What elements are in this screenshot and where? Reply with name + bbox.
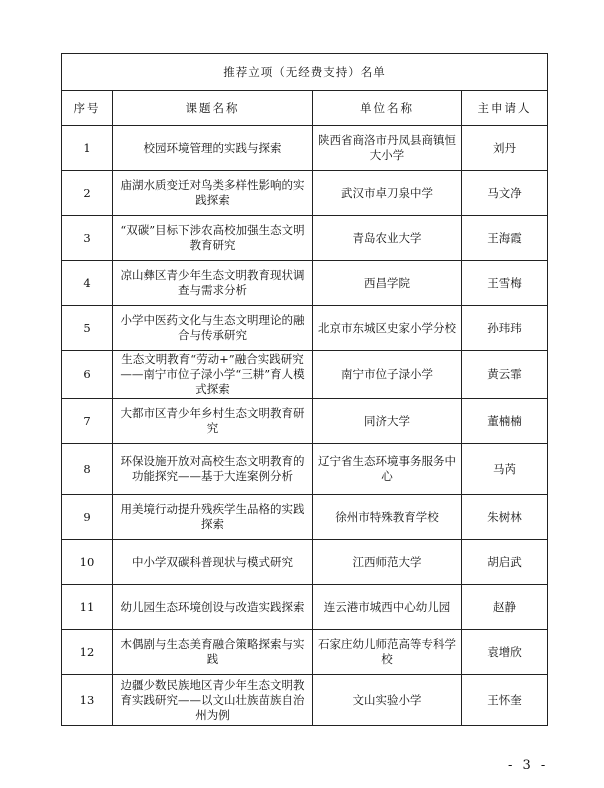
cell-topic-name: 生态文明教育“劳动+”融合实践研究——南宁市位子渌小学“三耕”育人模式探索	[113, 351, 313, 399]
header-unit-name: 单位名称	[313, 91, 462, 126]
cell-topic-name: “双碳”目标下涉农高校加强生态文明教育研究	[113, 216, 313, 261]
cell-unit-name: 连云港市城西中心幼儿园	[313, 585, 462, 630]
cell-main-applicant: 王海霞	[462, 216, 548, 261]
cell-serial-number: 12	[62, 630, 113, 675]
cell-unit-name: 同济大学	[313, 399, 462, 444]
cell-topic-name: 庙湖水质变迁对鸟类多样性影响的实践探索	[113, 171, 313, 216]
cell-serial-number: 8	[62, 444, 113, 495]
cell-main-applicant: 王雪梅	[462, 261, 548, 306]
table-row	[62, 306, 548, 351]
recommended-projects-table	[61, 53, 548, 726]
cell-topic-name: 边疆少数民族地区青少年生态文明教育实践研究——以文山壮族苗族自治州为例	[113, 675, 313, 726]
cell-serial-number: 1	[62, 126, 113, 171]
table-row	[62, 126, 548, 171]
table-row	[62, 540, 548, 585]
cell-unit-name: 北京市东城区史家小学分校	[313, 306, 462, 351]
cell-unit-name: 江西师范大学	[313, 540, 462, 585]
cell-unit-name: 陕西省商洛市丹凤县商镇恒大小学	[313, 126, 462, 171]
cell-serial-number: 2	[62, 171, 113, 216]
cell-main-applicant: 黄云霏	[462, 351, 548, 399]
cell-serial-number: 5	[62, 306, 113, 351]
cell-main-applicant: 马文净	[462, 171, 548, 216]
cell-serial-number: 6	[62, 351, 113, 399]
cell-main-applicant: 袁增欣	[462, 630, 548, 675]
table-row	[62, 171, 548, 216]
header-main-applicant: 主申请人	[462, 91, 548, 126]
table-title-row	[62, 54, 548, 91]
cell-serial-number: 3	[62, 216, 113, 261]
cell-unit-name: 文山实验小学	[313, 675, 462, 726]
cell-main-applicant: 刘丹	[462, 126, 548, 171]
table-row	[62, 399, 548, 444]
cell-serial-number: 11	[62, 585, 113, 630]
cell-serial-number: 4	[62, 261, 113, 306]
cell-main-applicant: 朱树林	[462, 495, 548, 540]
cell-unit-name: 辽宁省生态环境事务服务中心	[313, 444, 462, 495]
table-row	[62, 585, 548, 630]
table-row	[62, 630, 548, 675]
cell-topic-name: 中小学双碳科普现状与模式研究	[113, 540, 313, 585]
table-row	[62, 444, 548, 495]
cell-topic-name: 环保设施开放对高校生态文明教育的功能探究——基于大连案例分析	[113, 444, 313, 495]
cell-topic-name: 幼儿园生态环境创设与改造实践探索	[113, 585, 313, 630]
table-row	[62, 351, 548, 399]
cell-topic-name: 大都市区青少年乡村生态文明教育研究	[113, 399, 313, 444]
table-header-row	[62, 91, 548, 126]
cell-main-applicant: 马芮	[462, 444, 548, 495]
table-row	[62, 675, 548, 726]
table-row	[62, 495, 548, 540]
cell-unit-name: 徐州市特殊教育学校	[313, 495, 462, 540]
cell-main-applicant: 董楠楠	[462, 399, 548, 444]
table-title: 推荐立项（无经费支持）名单	[62, 54, 548, 91]
cell-main-applicant: 孙玮玮	[462, 306, 548, 351]
header-topic-name: 课题名称	[113, 91, 313, 126]
cell-main-applicant: 王怀奎	[462, 675, 548, 726]
header-serial-number: 序号	[62, 91, 113, 126]
cell-unit-name: 南宁市位子渌小学	[313, 351, 462, 399]
page-number: - 3 -	[508, 758, 549, 773]
cell-main-applicant: 胡启武	[462, 540, 548, 585]
cell-topic-name: 凉山彝区青少年生态文明教育现状调查与需求分析	[113, 261, 313, 306]
cell-serial-number: 9	[62, 495, 113, 540]
cell-serial-number: 13	[62, 675, 113, 726]
cell-topic-name: 校园环境管理的实践与探索	[113, 126, 313, 171]
cell-serial-number: 7	[62, 399, 113, 444]
cell-unit-name: 石家庄幼儿师范高等专科学校	[313, 630, 462, 675]
cell-main-applicant: 赵静	[462, 585, 548, 630]
cell-topic-name: 木偶剧与生态美育融合策略探索与实践	[113, 630, 313, 675]
table-body	[62, 126, 548, 726]
table-row	[62, 261, 548, 306]
cell-unit-name: 武汉市卓刀泉中学	[313, 171, 462, 216]
cell-topic-name: 小学中医药文化与生态文明理论的融合与传承研究	[113, 306, 313, 351]
cell-serial-number: 10	[62, 540, 113, 585]
cell-unit-name: 青岛农业大学	[313, 216, 462, 261]
cell-unit-name: 西昌学院	[313, 261, 462, 306]
table-row	[62, 216, 548, 261]
cell-topic-name: 用美境行动提升残疾学生品格的实践探索	[113, 495, 313, 540]
